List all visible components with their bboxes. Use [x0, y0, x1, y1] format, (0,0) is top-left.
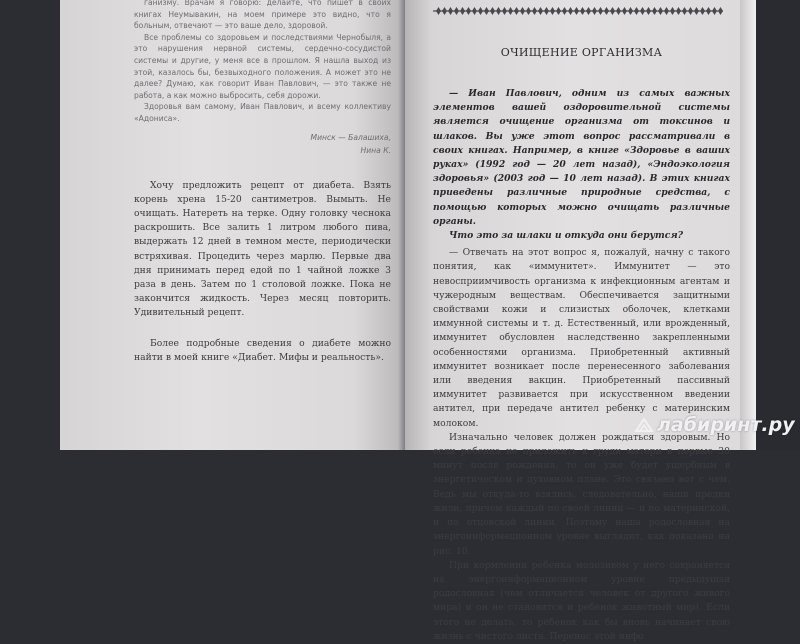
ornament-diamond — [598, 7, 603, 15]
labirint-logo-icon — [634, 416, 654, 432]
ornament-diamond — [478, 7, 483, 15]
background-edge — [756, 0, 800, 450]
chapter-ornament — [433, 4, 730, 16]
ornament-diamond — [634, 7, 639, 15]
ornament-diamond — [592, 7, 597, 15]
watermark-text: лабиринт.ру — [657, 414, 795, 436]
letter-signature-name: Нина К. — [360, 145, 391, 155]
ornament-diamond — [520, 7, 525, 15]
ornament-diamond — [616, 7, 621, 15]
ornament-diamond — [496, 7, 501, 15]
letter-paragraph: Здоровья вам самому, Иван Павлович, и всему коллективу «Адониса». — [134, 102, 391, 123]
ornament-diamond — [640, 7, 645, 15]
page-edges — [740, 0, 756, 450]
chapter-title: ОЧИЩЕНИЕ ОРГАНИЗМА — [500, 46, 663, 59]
answer-paragraph: — Отвечать на этот вопрос я, пожалуй, начну с такого понятия, как «иммунитет». Иммунитет — это невосприимчивость организма к инфекционным агентам и чужеродным веществам. Обеспечивается защитными свойствами кожи и слизистых оболочек, клетками иммунной системы и т. д. Естественный, или врожденный, иммунитет обусловлен наследственно закрепленными особенностями организма. Приобретенный активный иммунитет возникает после перенесенного заболевания или введения вакцин. Приобретенный пассивный иммунитет развивается при искусственном введении антител, при передаче антител ребенку с материнским молоком. — [433, 247, 730, 429]
chapter-text — [433, 87, 730, 644]
right-page — [405, 0, 740, 642]
ornament-diamond — [670, 7, 675, 15]
ornament-diamond — [472, 7, 477, 15]
reference-paragraph: Более подробные сведения о диабете можно найти в моей книге «Диабет. Мифы и реальность». — [134, 337, 391, 363]
ornament-diamond — [484, 7, 489, 15]
ornament-diamond — [460, 7, 465, 15]
letter-text — [134, 0, 391, 125]
ornament-diamond — [700, 7, 705, 15]
ornament-diamond — [562, 7, 567, 15]
ornament-diamond — [490, 7, 495, 15]
ornament-diamond — [676, 7, 681, 15]
ornament-diamond — [466, 7, 471, 15]
ornament-diamond — [622, 7, 627, 15]
ornament-diamond — [652, 7, 657, 15]
ornament-diamond — [568, 7, 573, 15]
letter-paragraph: ганизму. Врачам я говорю: делайте, что пишет в своих книгах Неумывакин, на моем примере это видно, что я больным, отвечают — это ваше дело, здоровой. — [134, 0, 391, 31]
ornament-diamond — [694, 7, 699, 15]
ornament-diamond — [628, 7, 633, 15]
ornament-diamond — [556, 7, 561, 15]
ornament-diamond — [436, 7, 441, 15]
ornament-diamond — [586, 7, 591, 15]
ornament-diamond — [526, 7, 531, 15]
ornament-diamond — [544, 7, 549, 15]
letter-paragraph: Все проблемы со здоровьем и последствиями Чернобыля, а это нарушения нервной системы, сердечно-сосудистой системы и другие, у меня все в прошлом. Я нашла выход из этой, казалось бы, безвыходного положения. А может это не далее? Думаю, как говорит Иван Павлович, — это также не работа, а как можно выбросить, себя дорожи. — [134, 32, 391, 100]
recipe-text — [134, 179, 391, 365]
ornament-diamond — [718, 7, 723, 15]
ornament-diamond — [682, 7, 687, 15]
ornament-diamond — [580, 7, 585, 15]
watermark — [634, 414, 795, 436]
ornament-diamond — [514, 7, 519, 15]
ornament-diamond — [688, 7, 693, 15]
answer-paragraph: Изначально человек должен рождаться здоровым. Но если ребенка не приложить к груди матери в первые 30 минут после рождения, то он уже будет ущербным в энергетическом и духовном плане. Это связано вот с чем. Ведь мы откуда-то взялись, следовательно, наши предки жили, причем каждый по своей линии — и по материнской, и по отцовской линии. Поэтому наша родословная на энергоинформационном уровне выглядит, как показано на рис. 10. — [433, 431, 730, 557]
recipe-paragraph: Хочу предложить рецепт от диабета. Взять корень хрена 15-20 сантиметров. Вымыть. Не очищать. Натереть на терке. Одну головку чеснока раскрошить. Все залить 1 литром любого пива, выдержать 12 дней в темном месте, периодически встряхивая. Процедить через марлю. Первые два дня принимать перед едой по 1 чайной ложке 3 раза в день. Затем по 1 столовой ложке. Пока не закончится жидкость. Через месяц повторить. Удивительный рецепт. — [134, 179, 391, 319]
ornament-diamond — [502, 7, 507, 15]
ornament-diamond — [508, 7, 513, 15]
ornament-diamond — [646, 7, 651, 15]
left-page — [60, 0, 405, 450]
ornament-diamond — [664, 7, 669, 15]
ornament-diamond — [538, 7, 543, 15]
ornament-diamond — [454, 7, 459, 15]
ornament-diamond — [706, 7, 711, 15]
ornament-diamond — [532, 7, 537, 15]
interview-question: — Иван Павлович, одним из самых важных элементов вашей оздоровительной системы является очищение организма от токсинов и шлаков. Вы уже этот вопрос рассматривали в своих книгах. Например, в книге «Здоровье в ваших руках» (1992 год — 20 лет назад), «Эндоэкология здоровья» (2003 год — 10 лет назад). В этих книгах приведены различные природные средства, с помощью которых можно очищать различные органы. — [433, 88, 730, 227]
ornament-diamond — [610, 7, 615, 15]
ornament-diamond — [448, 7, 453, 15]
ornament-diamond — [604, 7, 609, 15]
letter-signature-city: Минск — Балашиха, — [310, 132, 391, 142]
answer-paragraph: При кормлении ребенка молозивом у него сохраняется на энергоинформационном уровне предыдущая родословная (чем отличается человек от другого живого мира) и он не становится и ребенок животный мир). Если этого не делать, то ребенок как бы вновь начинает свою жизнь с чистого листа. Перенос этой инфо — [433, 559, 730, 642]
ornament-diamond — [550, 7, 555, 15]
interview-question-2: Что это за шлаки и откуда они берутся? — [449, 230, 684, 242]
ornament-diamond — [442, 7, 447, 15]
ornament-diamond — [658, 7, 663, 15]
ornament-diamond — [574, 7, 579, 15]
ornament-diamond — [712, 7, 717, 15]
